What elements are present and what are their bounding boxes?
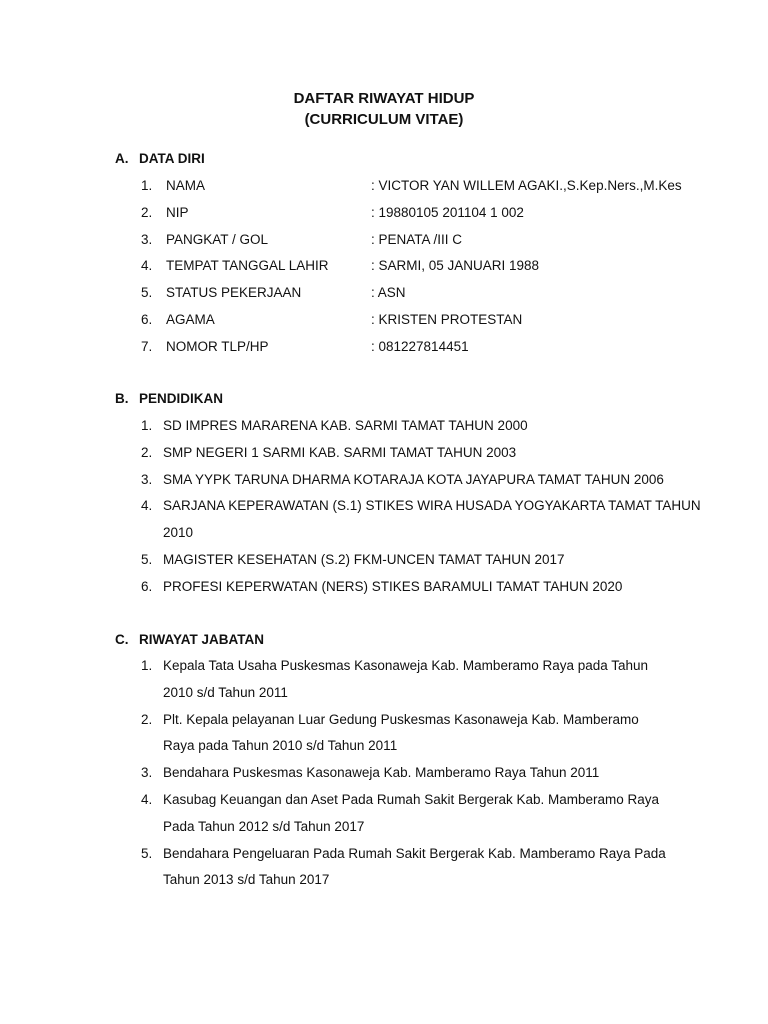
data-diri-value: : ASN bbox=[371, 285, 406, 301]
data-diri-value: : 19880105 201104 1 002 bbox=[371, 204, 524, 220]
data-diri-number: 1. bbox=[141, 178, 153, 193]
pendidikan-item-number: 5. bbox=[141, 552, 153, 567]
data-diri-number: 2. bbox=[141, 204, 153, 220]
data-diri-value: : SARMI, 05 JANUARI 1988 bbox=[371, 258, 540, 274]
data-diri-number: 5. bbox=[141, 285, 153, 301]
jabatan-item-number: 1. bbox=[141, 658, 153, 673]
data-diri-label: NAMA bbox=[166, 178, 206, 193]
data-diri-label: AGAMA bbox=[166, 312, 215, 327]
pendidikan-item-text: SMP NEGERI 1 SARMI KAB. SARMI TAMAT TAHUN 2003 bbox=[163, 444, 517, 460]
data-diri-number: 4. bbox=[141, 258, 153, 274]
data-diri-number: 7. bbox=[141, 338, 153, 354]
jabatan-item-text: Plt. Kepala pelayanan Luar Gedung Puskesmas Kasonaweja Kab. Mamberamo bbox=[163, 711, 639, 727]
jabatan-item-number: 4. bbox=[141, 792, 153, 807]
jabatan-item-text: Kepala Tata Usaha Puskesmas Kasonaweja Kab. Mamberamo Raya pada Tahun bbox=[163, 658, 649, 673]
data-diri-label: NIP bbox=[166, 204, 189, 220]
jabatan-item-number: 2. bbox=[141, 711, 153, 727]
jabatan-item-number: 5. bbox=[141, 845, 153, 861]
jabatan-item-number: 3. bbox=[141, 765, 153, 781]
data-diri-value: : 081227814451 bbox=[371, 338, 469, 354]
pendidikan-item-number: 1. bbox=[141, 418, 153, 433]
jabatan-item-text: 2010 s/d Tahun 2011 bbox=[163, 684, 288, 700]
pendidikan-item-text: 2010 bbox=[163, 525, 194, 541]
data-diri-label: NOMOR TLP/HP bbox=[166, 338, 269, 354]
section-a-heading: DATA DIRI bbox=[139, 151, 205, 166]
pendidikan-item-number: 3. bbox=[141, 471, 153, 487]
data-diri-value: : KRISTEN PROTESTAN bbox=[371, 312, 523, 327]
pendidikan-item-text: SMA YYPK TARUNA DHARMA KOTARAJA KOTA JAYAPURA TAMAT TAHUN 2006 bbox=[163, 471, 664, 487]
document-title-line1: DAFTAR RIWAYAT HIDUP bbox=[293, 90, 475, 107]
jabatan-item-text: Bendahara Puskesmas Kasonaweja Kab. Mamberamo Raya Tahun 2011 bbox=[163, 765, 600, 781]
jabatan-item-text: Pada Tahun 2012 s/d Tahun 2017 bbox=[163, 818, 365, 834]
data-diri-number: 6. bbox=[141, 312, 153, 327]
data-diri-value: : PENATA /III C bbox=[371, 231, 463, 247]
pendidikan-item-text: SD IMPRES MARARENA KAB. SARMI TAMAT TAHUN 2000 bbox=[163, 418, 528, 433]
data-diri-number: 3. bbox=[141, 231, 153, 247]
pendidikan-item-number: 6. bbox=[141, 578, 153, 594]
pendidikan-item-number: 2. bbox=[141, 444, 153, 460]
section-c-heading: RIWAYAT JABATAN bbox=[139, 632, 265, 647]
pendidikan-item-text: PROFESI KEPERWATAN (NERS) STIKES BARAMULI TAMAT TAHUN 2020 bbox=[163, 578, 623, 594]
data-diri-value: : VICTOR YAN WILLEM AGAKI.,S.Kep.Ners.,M.Kes bbox=[371, 178, 682, 193]
section-b-heading: PENDIDIKAN bbox=[139, 391, 224, 406]
document-title-line2: (CURRICULUM VITAE) bbox=[304, 111, 464, 128]
data-diri-label: STATUS PEKERJAAN bbox=[166, 285, 302, 301]
data-diri-label: TEMPAT TANGGAL LAHIR bbox=[166, 258, 329, 274]
section-b-letter: B. bbox=[115, 391, 129, 406]
data-diri-label: PANGKAT / GOL bbox=[166, 231, 269, 247]
jabatan-item-text: Bendahara Pengeluaran Pada Rumah Sakit Bergerak Kab. Mamberamo Raya Pada bbox=[163, 845, 666, 861]
pendidikan-item-text: MAGISTER KESEHATAN (S.2) FKM-UNCEN TAMAT TAHUN 2017 bbox=[163, 552, 565, 567]
pendidikan-item-number: 4. bbox=[141, 498, 153, 514]
jabatan-item-text: Raya pada Tahun 2010 s/d Tahun 2011 bbox=[163, 738, 398, 754]
pendidikan-item-text: SARJANA KEPERAWATAN (S.1) STIKES WIRA HUSADA YOGYAKARTA TAMAT TAHUN bbox=[163, 498, 701, 514]
jabatan-item-text: Tahun 2013 s/d Tahun 2017 bbox=[163, 872, 330, 888]
section-a-letter: A. bbox=[115, 151, 129, 166]
jabatan-item-text: Kasubag Keuangan dan Aset Pada Rumah Sakit Bergerak Kab. Mamberamo Raya bbox=[163, 792, 660, 807]
section-c-letter: C. bbox=[115, 632, 129, 647]
